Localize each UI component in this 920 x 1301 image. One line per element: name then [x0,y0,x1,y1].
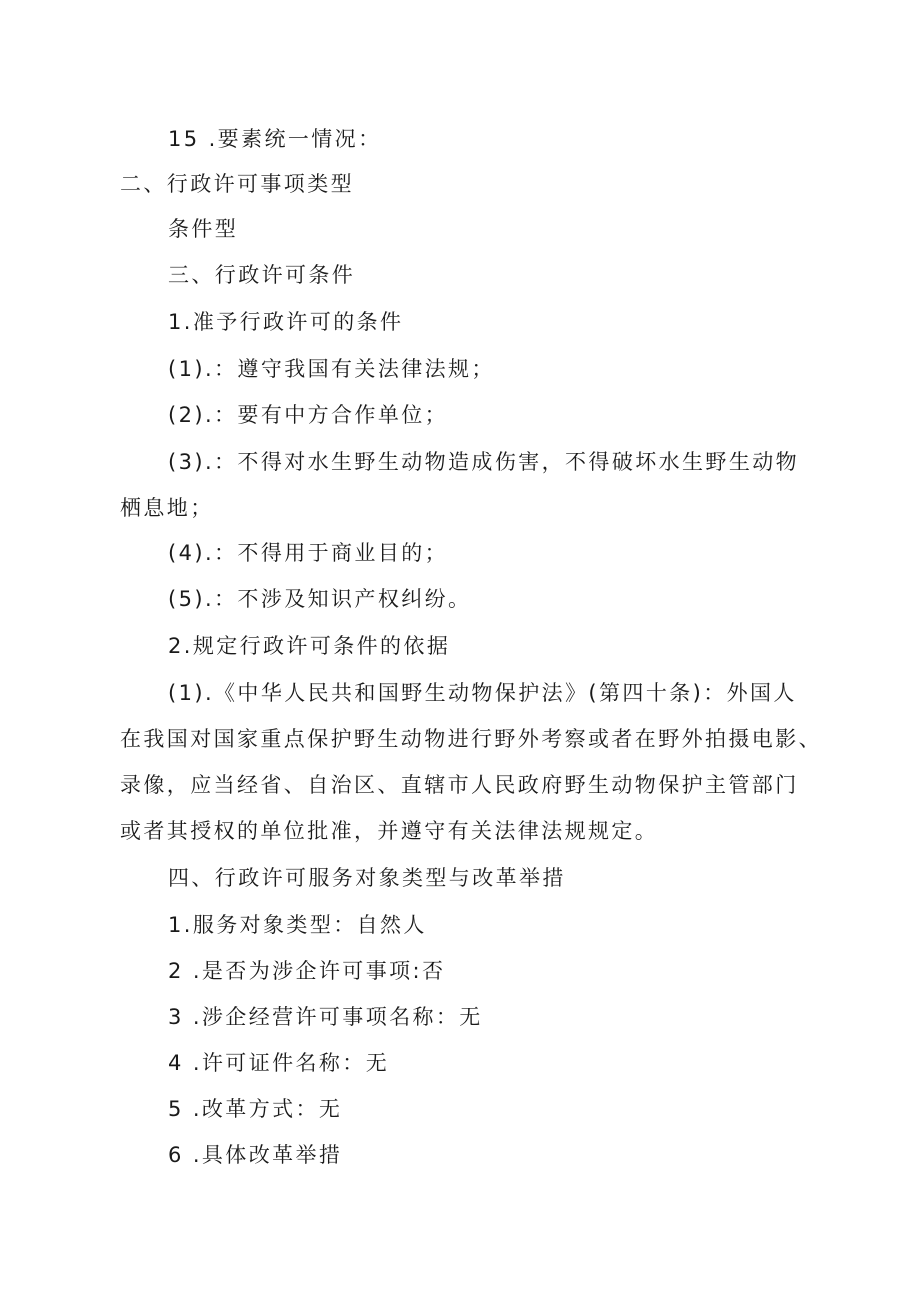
legal-basis-paragraph-line-2: 在我国对国家重点保护野生动物进行野外考察或者在野外拍摄电影、 [120,727,822,751]
condition-1: (1).：遵守我国有关法律法规； [168,357,495,381]
condition-2: (2).：要有中方合作单位； [168,403,449,427]
reform-method: 5 .改革方式：无 [168,1097,343,1121]
subsection-2-heading: 2.规定行政许可条件的依据 [168,634,451,658]
item-15-element-unification: 15 .要素统一情况： [168,127,382,151]
legal-basis-paragraph-line-4: 或者其授权的单位批准，并遵守有关法律法规规定。 [120,819,659,843]
legal-basis-paragraph-line-1: (1).《中华人民共和国野生动物保护法》(第四十条)：外国人 [168,681,797,705]
section-3-heading: 三、行政许可条件 [168,263,356,287]
section-2-heading: 二、行政许可事项类型 [120,172,354,196]
condition-4: (4).：不得用于商业目的； [168,541,449,565]
condition-3-continued: 栖息地； [120,496,214,520]
specific-reform-measures: 6 .具体改革举措 [168,1143,343,1167]
service-object-type: 1.服务对象类型：自然人 [168,913,427,937]
condition-3: (3).：不得对水生野生动物造成伤害，不得破坏水生野生动物 [168,450,800,474]
subsection-1-heading: 1.准予行政许可的条件 [168,310,404,334]
permit-type-value: 条件型 [168,217,239,241]
enterprise-related-flag: 2 .是否为涉企许可事项:否 [168,959,446,983]
enterprise-permit-name: 3 .涉企经营许可事项名称：无 [168,1005,483,1029]
condition-5: (5).：不涉及知识产权纠纷。 [168,587,472,611]
license-certificate-name: 4 .许可证件名称：无 [168,1051,390,1075]
legal-basis-paragraph-line-3: 录像，应当经省、自治区、直辖市人民政府野生动物保护主管部门 [120,773,799,797]
section-4-heading: 四、行政许可服务对象类型与改革举措 [168,866,566,890]
